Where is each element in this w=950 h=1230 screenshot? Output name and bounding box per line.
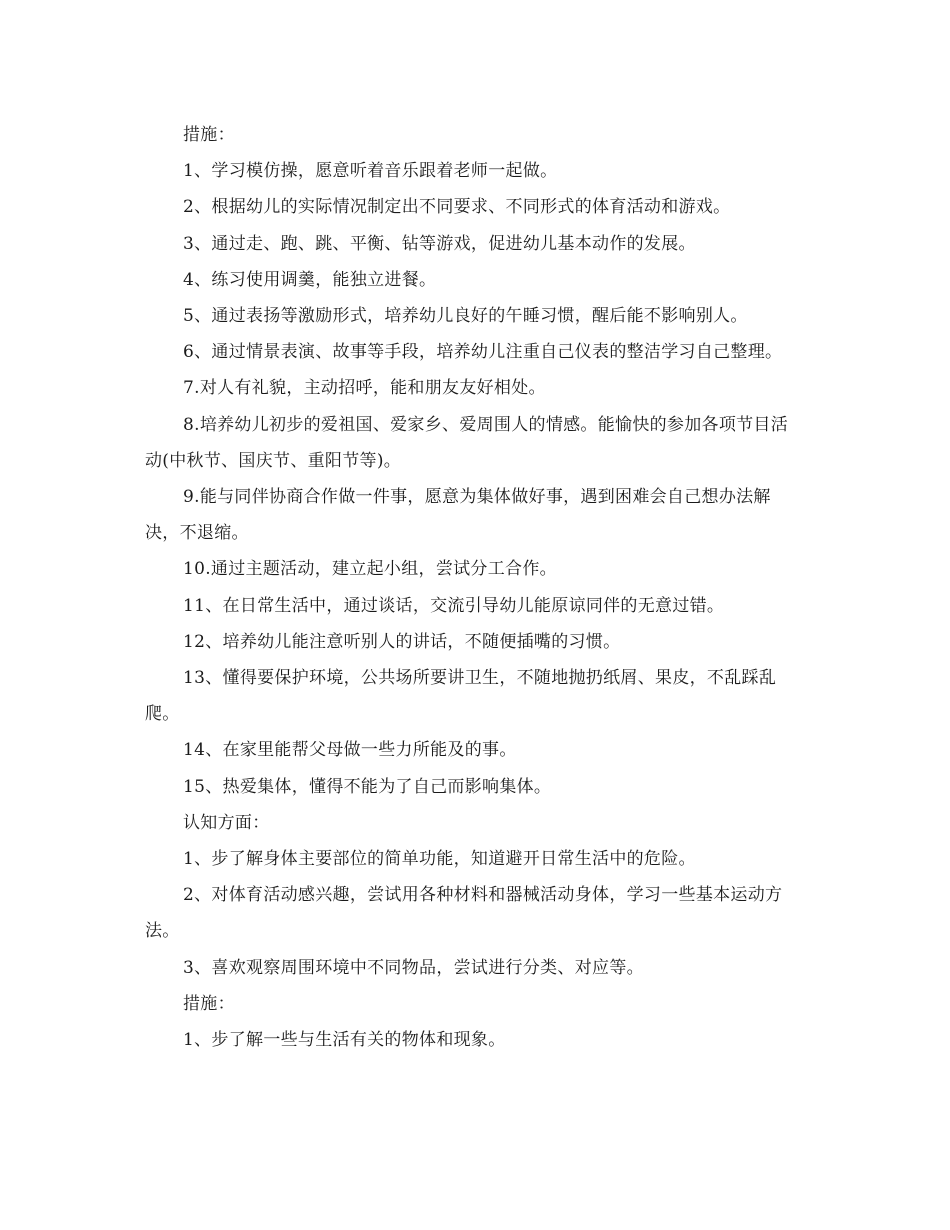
paragraph-item: 1、学习模仿操，愿意听着音乐跟着老师一起做。 — [183, 161, 558, 182]
paragraph-item: 5、通过表扬等激励形式，培养幼儿良好的午睡习惯，醒后能不影响别人。 — [183, 306, 748, 327]
paragraph-item: 10.通过主题活动，建立起小组，尝试分工合作。 — [183, 559, 557, 580]
document-body — [145, 117, 805, 1058]
paragraph-item: 15、热爱集体，懂得不能为了自己而影响集体。 — [183, 776, 552, 797]
paragraph-measures-heading: 措施： — [183, 993, 235, 1014]
paragraph-item: 1、步了解一些与生活有关的物体和现象。 — [183, 1030, 506, 1051]
paragraph-measures-heading: 措施： — [183, 125, 235, 145]
paragraph-item: 3、通过走、跑、跳、平衡、钻等游戏，促进幼儿基本动作的发展。 — [183, 233, 696, 254]
paragraph-item: 11、在日常生活中，通过谈话，交流引导幼儿能原谅同伴的无意过错。 — [183, 595, 725, 616]
paragraph-cognition-heading: 认知方面： — [183, 812, 270, 833]
paragraph-item: 8.培养幼儿初步的爱祖国、爱家乡、爱周围人的情感。能愉快的参加各项节目活动(中秋节、国庆节、重阳节等)。 — [145, 414, 789, 471]
paragraph-item: 9.能与同伴协商合作做一件事，愿意为集体做好事，遇到困难会自己想办法解决，不退缩。 — [145, 487, 771, 544]
paragraph-item: 2、对体育活动感兴趣，尝试用各种材料和器械活动身体，学习一些基本运动方法。 — [145, 885, 783, 942]
paragraph-item: 12、培养幼儿能注意听别人的讲话，不随便插嘴的习惯。 — [183, 631, 621, 652]
paragraph-item: 7.对人有礼貌，主动招呼，能和朋友友好相处。 — [183, 378, 546, 399]
paragraph-item: 14、在家里能帮父母做一些力所能及的事。 — [183, 740, 517, 761]
paragraph-item: 4、练习使用调羹，能独立进餐。 — [183, 269, 437, 290]
paragraph-item: 2、根据幼儿的实际情况制定出不同要求、不同形式的体育活动和游戏。 — [183, 197, 731, 218]
paragraph-item: 3、喜欢观察周围环境中不同物品，尝试进行分类、对应等。 — [183, 957, 644, 978]
paragraph-item: 6、通过情景表演、故事等手段，培养幼儿注重自己仪表的整洁学习自己整理。 — [183, 342, 783, 363]
paragraph-item: 13、懂得要保护环境，公共场所要讲卫生，不随地抛扔纸屑、果皮，不乱踩乱爬。 — [145, 668, 777, 725]
paragraph-item: 1、步了解身体主要部位的简单功能，知道避开日常生活中的危险。 — [183, 849, 696, 870]
